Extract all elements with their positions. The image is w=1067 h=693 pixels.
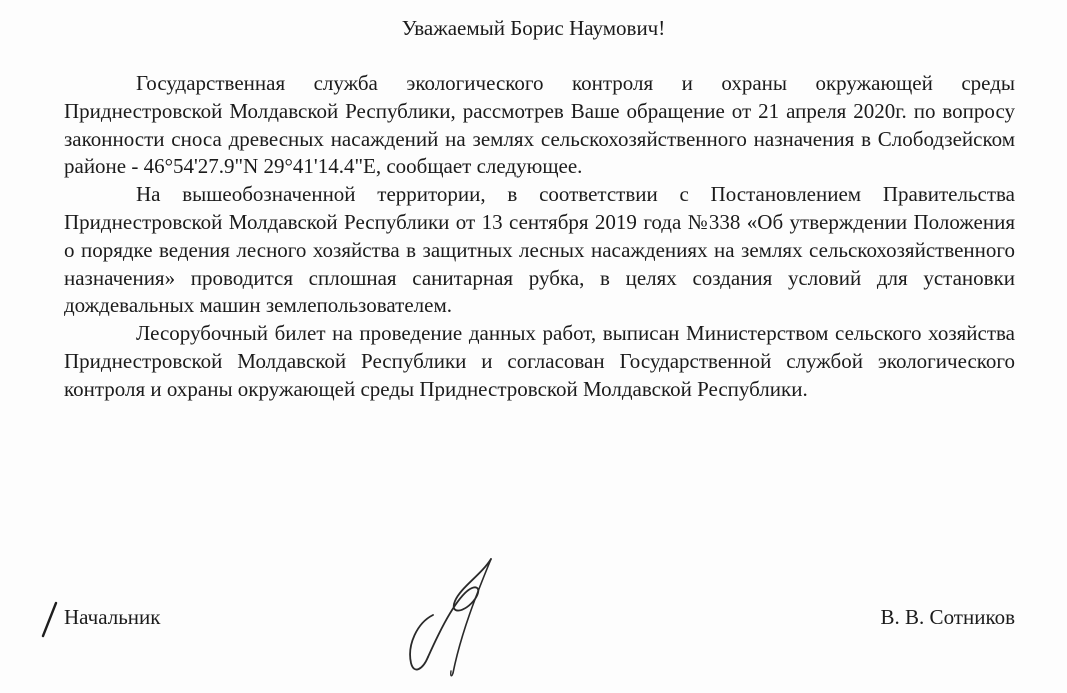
handwritten-signature (395, 545, 535, 685)
slash-mark-icon (38, 600, 60, 640)
signature-block (0, 540, 1067, 690)
paragraph-3: Лесорубочный билет на проведение данных работ, выписан Министерством сельского хозяйства Приднестровской Молдавской Республики и согласован Государственной службой экологического контроля и охраны окружающей среды Приднестровской Молдавской Республики. (64, 321, 1015, 401)
letter-greeting: Уважаемый Борис Наумович! (401, 16, 666, 40)
signer-position: Начальник (64, 605, 161, 629)
paragraph-1: Государственная служба экологического контроля и охраны окружающей среды Приднестровской Молдавской Республики, рассмотрев Ваше обращение от 21 апреля 2020г. по вопросу законности сноса древесных насаждений на землях сельскохозяйственного назначения в Слободзейском районе - 46°54'27.9"N 29°41'14.4"E, сообщает следующее. (64, 71, 1015, 179)
paragraph-2: На вышеобозначенной территории, в соответствии с Постановлением Правительства Приднестровской Молдавской Республики от 13 сентября 2019 года №338 «Об утверждении Положения о порядке ведения лесного хозяйства в защитных лесных насаждениях на землях сельскохозяйственного назначения» проводится сплошная санитарная рубка, в целях создания условий для установки дождевальных машин землепользователем. (64, 182, 1015, 318)
letter-body (64, 70, 1015, 404)
signer-name: В. В. Сотников (880, 605, 1015, 629)
